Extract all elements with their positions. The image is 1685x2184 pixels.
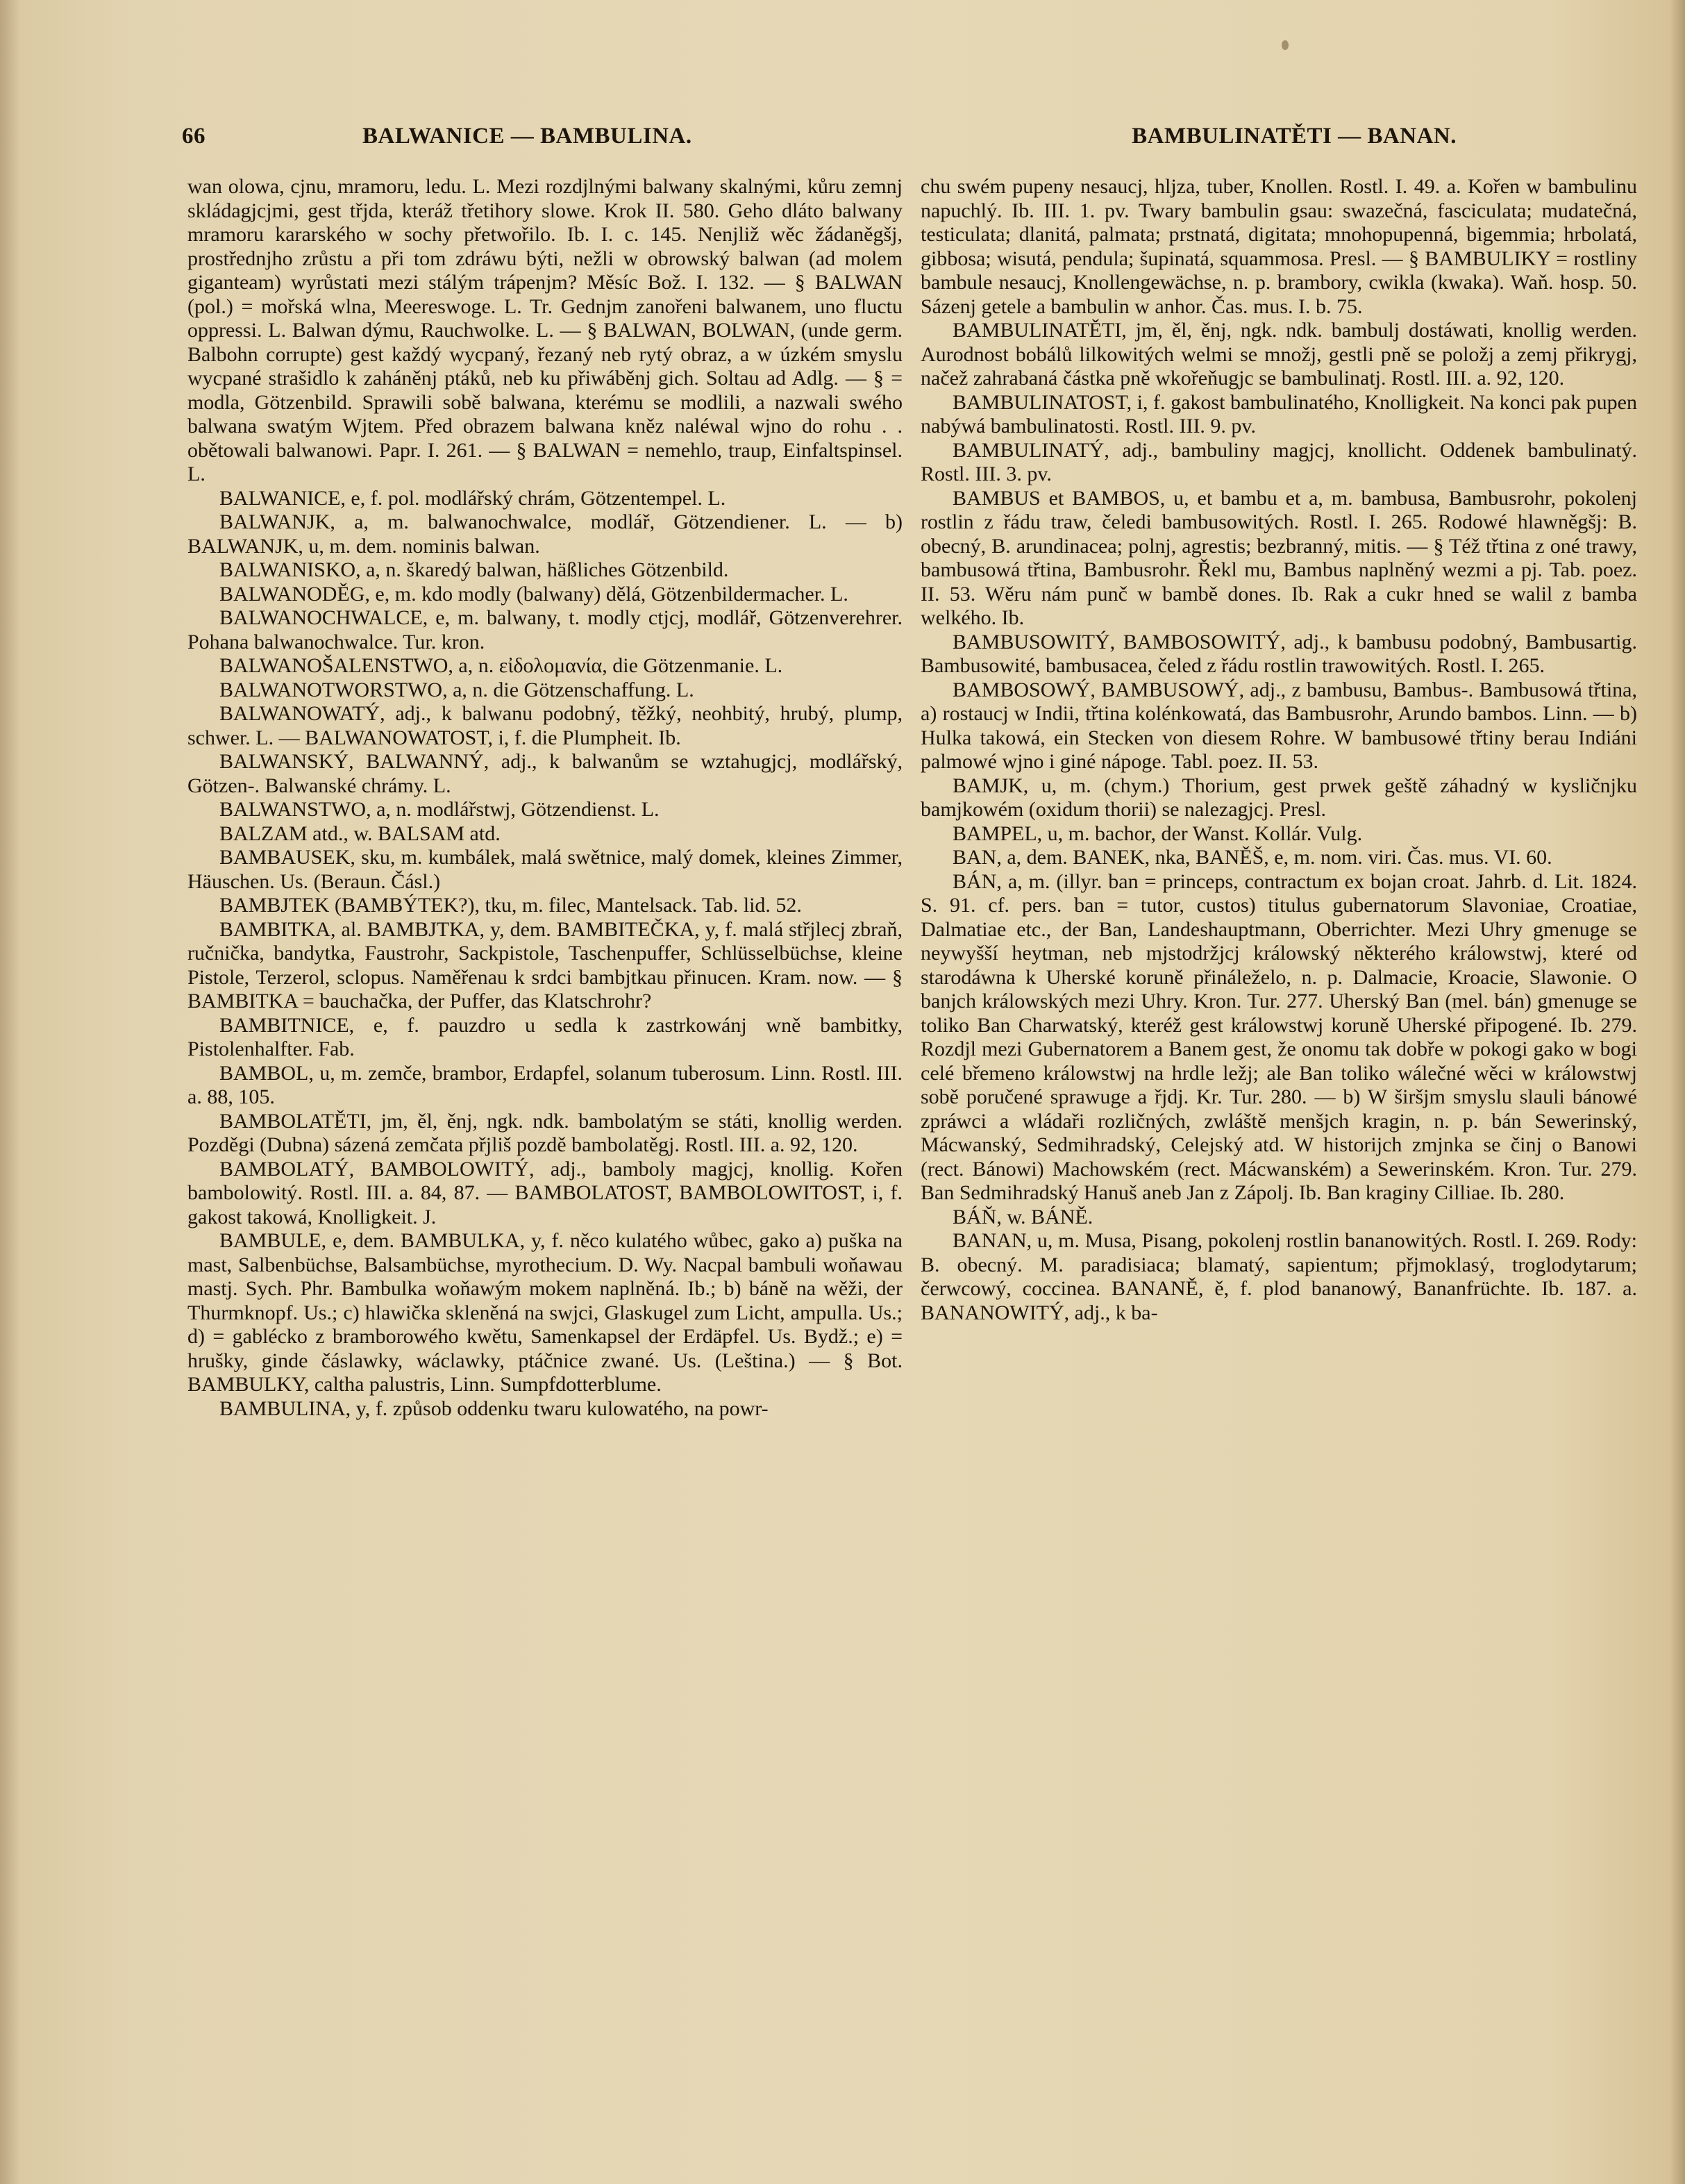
entry-paragraph: BAMBITKA, al. BAMBJTKA, y, dem. BAMBITEČKA, y, f. malá střjlecj zbraň, ručnička, bandytka, Faustrohr, Sackpistole, Taschenpuffer, Schlüsselbüchse, kleine Pistole, Terzerol, sclopus. Naměřenau k srdci bambjtkau přinucen. Kram. now. — § BAMBITKA = bauchačka, der Puffer, das Klatschrohr? <box>187 917 903 1012</box>
page-number: 66 <box>182 124 206 149</box>
entry-paragraph: BAMBULINATOST, i, f. gakost bambulinatého, Knolligkeit. Na konci pak pupen nabýwá bambulinatosti. Rostl. III. 9. pv. <box>921 390 1637 437</box>
entry-paragraph: BALWANISKO, a, n. škaredý balwan, häßliches Götzenbild. <box>219 558 729 581</box>
entry-paragraph: BALWANODĚG, e, m. kdo modly (balwany) dělá, Götzenbildermacher. L. <box>219 582 848 606</box>
page-shadow-left <box>0 0 21 2184</box>
entry-paragraph: BAMBULINATÝ, adj., bambuliny magjcj, knollicht. Oddenek bambulinatý. Rostl. III. 3. pv. <box>921 438 1637 485</box>
entry-paragraph: BAMBAUSEK, sku, m. kumbálek, malá swětnice, malý domek, kleines Zimmer, Häuschen. Us. (Beraun. Čásl.) <box>187 846 903 893</box>
entry-paragraph: BALWANICE, e, f. pol. modlářský chrám, Götzentempel. L. <box>219 486 726 510</box>
entry-paragraph: BALWANOŠALENSTWO, a, n. εἰδολομανία, die Götzenmanie. L. <box>219 654 783 677</box>
page-shadow-right <box>1670 0 1685 2184</box>
entry-paragraph: wan olowa, cjnu, mramoru, ledu. L. Mezi rozdjlnými balwany skalnými, kůru zemnj skládagjcjmi, gest třjda, kteráž třetihory slowe. Krok II. 580. Geho dláto balwany mramoru kararského w sochy přetwořilo. Ib. I. c. 145. Nenjliž wěc žádaněgšj, prostřednjho zrůstu a při tom zdráwu býti, nežli w obrowský balwan (ad molem giganteam) wyrůstati mezi stálým trápenjm? Měsíc Bož. I. 132. — § BALWAN (pol.) = mořská wlna, Meereswoge. L. Tr. Gednjm zanořeni balwanem, uno fluctu oppressi. L. Balwan dýmu, Rauchwolke. L. — § BALWAN, BOLWAN, (unde germ. Balbohn corrupte) gest každý wycpaný, řezaný neb rytý obraz, a w úzkém smyslu wycpané strašidlo k zaháněnj ptáků, neb ku přiwáběnj gich. Soltau ad Adlg. — § = modla, Götzenbild. Sprawili sobě balwana, kterému se modlili, a nazwali swého balwana swatým Wjtem. Před obrazem balwana kněz naléwal wjno do rohu . . obětowali balwanowi. Papr. I. 261. — § BALWAN = nemehlo, traup, Einfaltspinsel. L. <box>187 175 903 485</box>
paper-stain <box>1282 40 1289 50</box>
entry-paragraph: BAN, a, dem. BANEK, nka, BANĚŠ, e, m. nom. viri. Čas. mus. VI. 60. <box>953 846 1552 869</box>
entry-paragraph: BALWANJK, a, m. balwanochwalce, modlář, Götzendiener. L. — b) BALWANJK, u, m. dem. nominis balwan. <box>187 510 903 558</box>
entry-paragraph: BALZAM atd., w. BALSAM atd. <box>219 822 501 845</box>
entry-paragraph: BAMBOLATĚTI, jm, ěl, ěnj, ngk. ndk. bambolatým se státi, knollig werden. Pozděgi (Dubna) sázená zemčata přjliš pozdě bambolatěgj. Rostl. III. a. 92, 120. <box>187 1109 903 1156</box>
entry-paragraph: BÁŇ, w. BÁNĚ. <box>953 1205 1093 1228</box>
entry-paragraph: BAMBOLATÝ, BAMBOLOWITÝ, adj., bamboly magjcj, knollig. Kořen bambolowitý. Rostl. III. a. 84, 87. — BAMBOLATOST, BAMBOLOWITOST, i, f. gakost takowá, Knolligkeit. J. <box>187 1157 903 1228</box>
entry-paragraph: BALWANOTWORSTWO, a, n. die Götzenschaffung. L. <box>219 678 694 701</box>
running-header <box>182 124 1457 158</box>
entry-paragraph: BANAN, u, m. Musa, Pisang, pokolenj rostlin bananowitých. Rostl. I. 269. Rody: B. obecný. M. paradisiaca; blamatý, sapientum; přjmoklasý, troglodytarum; čerwcowý, coccinea. BANANĚ, ě, f. plod bananowý, Bananfrüchte. Ib. 187. a. BANANOWITÝ, adj., k ba- <box>921 1229 1637 1324</box>
entry-paragraph: BALWANSTWO, a, n. modlářstwj, Götzendienst. L. <box>219 798 660 821</box>
entry-paragraph: BAMBITNICE, e, f. pauzdro u sedla k zastrkowánj wně bambitky, Pistolenhalfter. Fab. <box>187 1013 903 1060</box>
entry-paragraph: BAMBUSOWITÝ, BAMBOSOWITÝ, adj., k bambusu podobný, Bambusartig. Bambusowité, bambusacea, čeled z řádu rostlin trawowitých. Rostl. I. 265. <box>921 630 1637 677</box>
entry-paragraph: BAMBOL, u, m. zemče, brambor, Erdapfel, solanum tuberosum. Linn. Rostl. III. a. 88, 105. <box>187 1061 903 1108</box>
entry-paragraph: BAMBULINA, y, f. způsob oddenku twaru kulowatého, na powr- <box>219 1397 769 1420</box>
entry-paragraph: BAMBULE, e, dem. BAMBULKA, y, f. něco kulatého wůbec, gako a) puška na mast, Salbenbüchse, Balsambüchse, myrothecium. D. Wy. Nacpal bambuli woňawau mastj. Sych. Phr. Bambulka woňawým mokem naplněná. Ib.; b) báně na wěži, der Thurmknopf. Us.; c) hlawička skleněná na swjci, Glaskugel zum Licht, ampulla. Us.; d) = gablécko z bramborowého kwětu, Samenkapsel der Erdäpfel. Us. Bydž.; e) = hrušky, ginde čáslawky, wáclawky, ptáčnice zwané. Us. (Leština.) — § Bot. BAMBULKY, caltha palustris, Linn. Sumpfdotterblume. <box>187 1229 903 1396</box>
entry-paragraph: BAMBUS et BAMBOS, u, et bambu et a, m. bambusa, Bambusrohr, pokolenj rostlin z řádu traw, čeledi bambusowitých. Rostl. I. 265. Rodowé hlawněgšj: B. obecný, B. arundinacea; polnj, agrestis; bezbranný, mitis. — § Též třtina z oné trawy, bambusowá třtina, Bambusrohr. Řekl mu, Bambus naplněný wezmi a pj. Tab. poez. II. 53. Wěru nám punč w bambě dones. Ib. Rak a cukr hned se walil z bamba welkého. Ib. <box>921 486 1637 629</box>
entry-paragraph: BAMBOSOWÝ, BAMBUSOWÝ, adj., z bambusu, Bambus-. Bambusowá třtina, a) rostaucj w Indii, třtina kolénkowatá, das Bambusrohr, Arundo bambos. Linn. — b) Hulka takowá, ein Stecken von diesem Rohre. W bambusowé třtiny berau Indiáni palmowé wjno i giné nápoge. Tabl. poez. II. 53. <box>921 678 1637 773</box>
entry-paragraph: BAMPEL, u, m. bachor, der Wanst. Kollár. Vulg. <box>953 822 1363 845</box>
entry-paragraph: BAMBJTEK (BAMBÝTEK?), tku, m. filec, Mantelsack. Tab. lid. 52. <box>219 894 802 917</box>
header-right-title: BAMBULINATĚTI — BANAN. <box>1132 124 1457 149</box>
entry-paragraph: BALWANOCHWALCE, e, m. balwany, t. modly ctjcj, modlář, Götzenverehrer. Pohana balwanochwalce. Tur. kron. <box>187 606 903 653</box>
entry-paragraph: BÁN, a, m. (illyr. ban = princeps, contractum ex bojan croat. Jahrb. d. Lit. 1824. S. 91. cf. pers. ban = tutor, custos) titulus gubernatorum Slavoniae, Croatiae, Dalmatiae etc., der Ban, Landeshauptmann, Oberrichter. Mezi Uhry gmenuge se neywyšší heytman, neb mjstodržjcj králowský některého králowstwj, které od starodáwna k Uherské koruně přináleželo, n. p. Dalmacie, Kroacie, Slawonie. O banjch králowských mezi Uhry. Kron. Tur. 277. Uherský Ban (mel. bán) gmenuge se toliko Ban Charwatský, kteréž gest králowstwj koruně Uherské připogené. Ib. 279. Rozdjl mezi Gubernatorem a Banem gest, že onomu tak dobře w pokogi gako w bogi celé břemeno králowstwj na hrdle ležj; ale Ban toliko wálečné wěci w králowstwj sobě poručené sprawuge a řjdj. Kr. Tur. 280. — b) W širšjm smyslu slauli bánowé zpráwci a wládaři rozličných, zwláště menšjch kragin, n. p. bán Sewerinský, Mácwanský, Sedmihradský, Celejský atd. W historijch zmjnka se činj o Banowi (rect. Bánowi) Machowském (rect. Mácwanském) a Sewerinském. Kron. Tur. 279. Ban Sedmihradský Hanuš aneb Jan z Zápolj. Ib. Ban kraginy Cilliae. Ib. 280. <box>921 869 1637 1204</box>
entry-paragraph: BALWANOWATÝ, adj., k balwanu podobný, těžký, neohbitý, hrubý, plump, schwer. L. — BALWANOWATOST, i, f. die Plumpheit. Ib. <box>187 702 903 749</box>
entry-paragraph: chu swém pupeny nesaucj, hljza, tuber, Knollen. Rostl. I. 49. a. Kořen w bambulinu napuchlý. Ib. III. 1. pv. Twary bambulin gsau: swazečná, fasciculata; mudatečná, testiculata; dlanitá, palmata; prstnatá, digitata; mnohopupenná, bigemmia; hrbolatá, gibbosa; wisutá, pendula; šupinatá, squammosa. Presl. — § BAMBULIKY = rostliny bambule nesaucj, Knollengewächse, n. p. brambory, cwikla (kwaka). Waň. hosp. 50. Sázenj getele a bambulin w anhor. Čas. mus. I. b. 75. <box>921 175 1637 318</box>
entry-paragraph: BALWANSKÝ, BALWANNÝ, adj., k balwanům se wztahugjcj, modlářský, Götzen-. Balwanské chrámy. L. <box>187 750 903 797</box>
entry-paragraph: BAMBULINATĚTI, jm, ěl, ěnj, ngk. ndk. bambulj dostáwati, knollig werden. Aurodnost bobálů lilkowitých welmi se množj, gestli pně se položj a zemj přikrygj, načež zahrabaná částka pně wkořeňugjc se bambulinatj. Rostl. III. a. 92, 120. <box>921 319 1637 390</box>
left-column <box>187 175 903 1421</box>
header-left-title: BALWANICE — BAMBULINA. <box>362 124 692 149</box>
entry-paragraph: BAMJK, u, m. (chym.) Thorium, gest prwek geště záhadný w kysličnjku bamjkowém (oxidum thorii) se nalezagjcj. Presl. <box>921 774 1637 821</box>
right-column <box>921 175 1637 1325</box>
